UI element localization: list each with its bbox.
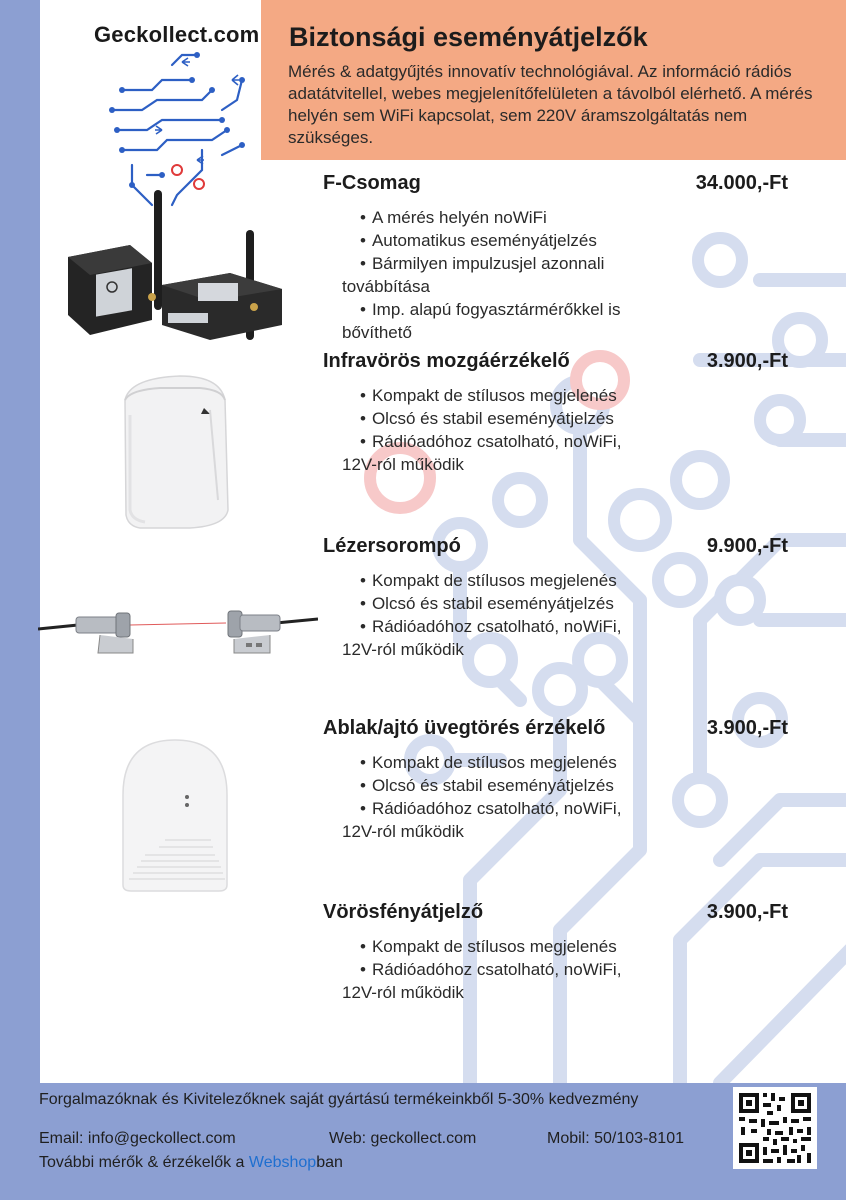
feature-item: • Kompakt de stílusos megjelenés: [360, 386, 617, 405]
product-price: 3.900,-Ft: [706, 901, 788, 923]
feature-item-continuation: 12V-ról működik: [342, 822, 464, 841]
product-price: 34.000,-Ft: [695, 172, 788, 194]
product-name: F-Csomag: [323, 172, 421, 194]
product-price: 9.900,-Ft: [706, 535, 788, 557]
feature-item: • Rádióadóhoz csatolható, noWiFi,: [360, 617, 622, 636]
page-title: Biztonsági eseményátjelzők: [289, 22, 648, 52]
feature-item: • Kompakt de stílusos megjelenés: [360, 753, 617, 772]
product-name: Infravörös mozgáérzékelő: [323, 350, 570, 372]
feature-item-continuation: továbbítása: [342, 277, 430, 296]
wireless-transmitter-kit-icon: [60, 185, 290, 345]
header-description: Mérés & adatgyűjtés innovatív technológiával. Az információ rádiós adatátvitellel, webes megjelenítőfelületen a távolból elérhető. A mérés helyén sem WiFi kapcsolat, sem 220V áramszolgáltatás nem szükséges.: [288, 62, 813, 147]
product-features: [342, 751, 660, 843]
product-features: [342, 206, 660, 344]
feature-item: • Kompakt de stílusos megjelenés: [360, 571, 617, 590]
feature-item: • Rádióadóhoz csatolható, noWiFi,: [360, 432, 622, 451]
feature-item: • Imp. alapú fogyasztármérőkkel is: [360, 300, 621, 319]
webshop-link[interactable]: Webshop: [248, 1154, 317, 1171]
laser-barrier-icon: [38, 595, 318, 665]
contact-email[interactable]: Email: info@geckollect.com: [39, 1130, 236, 1147]
product-price: 3.900,-Ft: [706, 350, 788, 372]
product-name: Lézersorompó: [323, 535, 461, 557]
footer: [0, 1083, 846, 1200]
product-features: [342, 569, 660, 661]
header-banner: [261, 0, 846, 160]
more-products-line: [39, 1154, 343, 1172]
logo-text: Geckollect.com: [94, 22, 260, 47]
feature-item: • Kompakt de stílusos megjelenés: [360, 937, 617, 956]
contact-web[interactable]: Web: geckollect.com: [329, 1130, 477, 1147]
feature-item: • Olcsó és stabil eseményátjelzés: [360, 776, 614, 795]
glass-break-sensor-icon: [115, 735, 235, 895]
qr-code-icon: [733, 1087, 817, 1169]
product-name: Vörösfényátjelző: [323, 901, 484, 923]
product-features: [342, 935, 660, 1004]
feature-item: • Bármilyen impulzusjel azonnali: [360, 254, 605, 273]
feature-item: • Olcsó és stabil eseményátjelzés: [360, 409, 614, 428]
feature-item: • Automatikus eseményátjelzés: [360, 231, 597, 250]
feature-item: • A mérés helyén noWiFi: [360, 208, 547, 227]
feature-item-continuation: 12V-ról működik: [342, 455, 464, 474]
pir-motion-sensor-icon: [100, 370, 240, 535]
qr-code-graphic: [733, 1087, 817, 1169]
product-features: [342, 384, 660, 476]
more-suffix: ban: [316, 1154, 343, 1171]
feature-item-continuation: 12V-ról működik: [342, 983, 464, 1002]
feature-item: • Rádióadóhoz csatolható, noWiFi,: [360, 960, 622, 979]
more-prefix: További mérők & érzékelők a: [39, 1154, 249, 1171]
product-price: 3.900,-Ft: [706, 717, 788, 739]
product-name: Ablak/ajtó üvegtörés érzékelő: [323, 717, 606, 739]
feature-item-continuation: bővíthető: [342, 323, 412, 342]
feature-item: • Olcsó és stabil eseményátjelzés: [360, 594, 614, 613]
discount-promo: Forgalmazóknak és Kivitelezőknek saját gyártású termékeinkből 5-30% kedvezmény: [39, 1091, 639, 1108]
feature-item: • Rádióadóhoz csatolható, noWiFi,: [360, 799, 622, 818]
feature-item-continuation: 12V-ról működik: [342, 640, 464, 659]
contact-phone: Mobil: 50/103-8101: [547, 1130, 684, 1147]
